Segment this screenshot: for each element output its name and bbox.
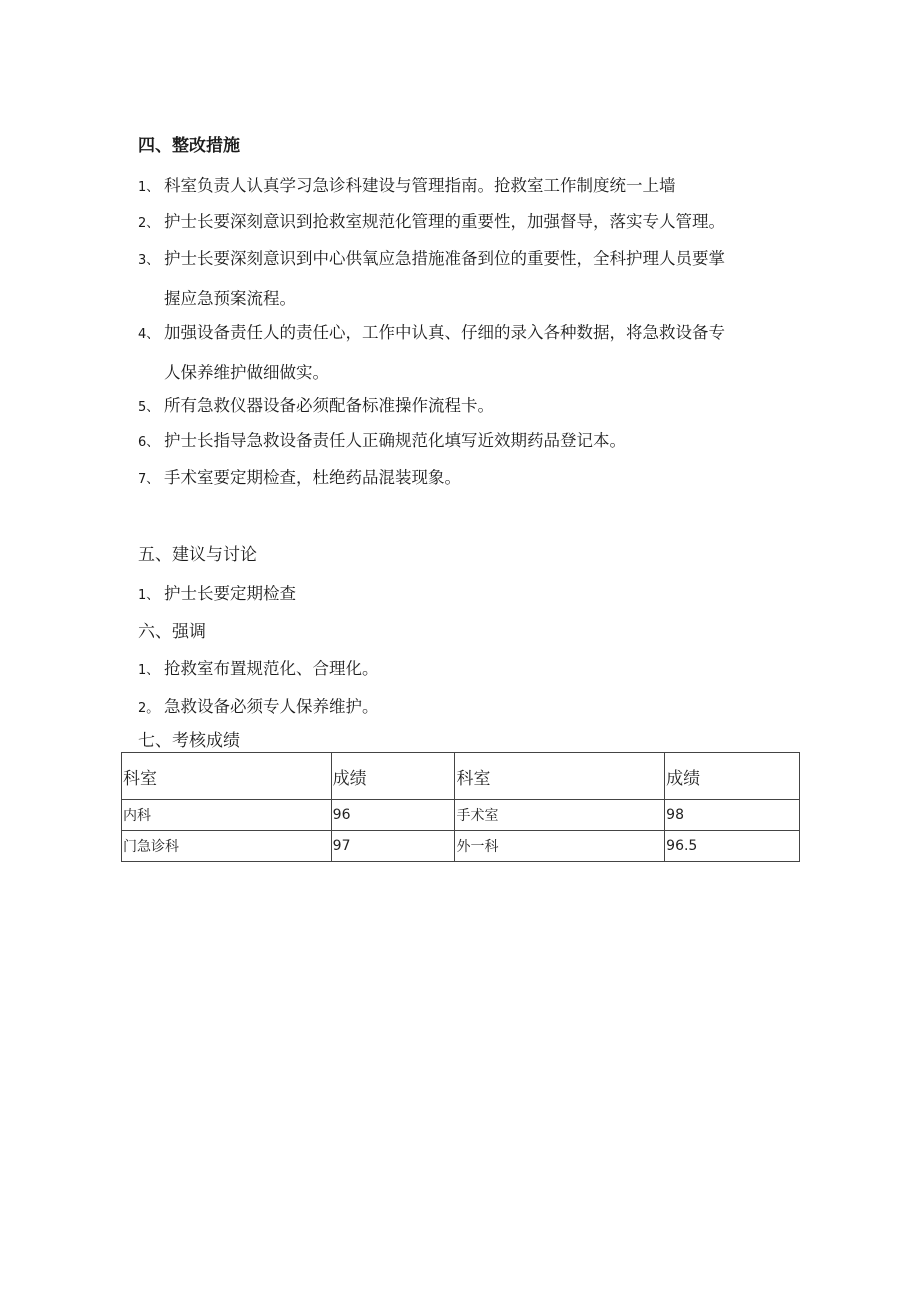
item-text: 加强设备责任人的责任心，工作中认真、仔细的录入各种数据，将急救设备专 — [164, 323, 725, 342]
table-header-row — [122, 753, 800, 800]
item-text: 手术室要定期检查，杜绝药品混装现象。 — [164, 468, 461, 487]
header-cell-department: 科室 — [455, 753, 665, 800]
item-number: 2、 — [138, 216, 160, 231]
header-cell-department: 科室 — [122, 753, 332, 800]
item-text: 护士长要深刻意识到中心供氧应急措施准备到位的重要性，全科护理人员要掌 — [164, 249, 725, 268]
table-row — [122, 800, 800, 831]
section-6-title: 六、强调 — [138, 622, 206, 642]
table-cell: 内科 — [122, 800, 332, 831]
table-cell: 98 — [665, 800, 800, 831]
item-number: 7、 — [138, 472, 160, 487]
item-text: 护士长要深刻意识到抢救室规范化管理的重要性，加强督导，落实专人管理。 — [164, 212, 725, 231]
list-item — [138, 466, 818, 492]
item-text-continuation: 握应急预案流程。 — [164, 289, 296, 308]
list-item — [138, 321, 818, 385]
item-number: 4、 — [138, 327, 160, 342]
header-cell-score: 成绩 — [665, 753, 800, 800]
table-cell: 96 — [331, 800, 455, 831]
item-text: 急救设备必须专人保养维护。 — [164, 697, 379, 716]
item-text: 科室负责人认真学习急诊科建设与管理指南。抢救室工作制度统一上墙 — [164, 176, 676, 195]
table-cell: 外一科 — [455, 831, 665, 862]
section-5-title: 五、建议与讨论 — [138, 545, 257, 565]
table-cell: 97 — [331, 831, 455, 862]
list-item — [138, 695, 818, 721]
item-number: 1、 — [138, 588, 160, 603]
scores-table — [121, 752, 800, 862]
list-item — [138, 394, 818, 420]
list-item — [138, 657, 818, 683]
table-cell: 门急诊科 — [122, 831, 332, 862]
item-number: 1、 — [138, 663, 160, 678]
header-cell-score: 成绩 — [331, 753, 455, 800]
list-item — [138, 429, 818, 455]
section-4-title: 四、整改措施 — [138, 136, 240, 156]
item-text-continuation: 人保养维护做细做实。 — [164, 363, 329, 382]
item-number: 2。 — [138, 701, 160, 716]
item-number: 1、 — [138, 180, 160, 195]
item-text: 护士长指导急救设备责任人正确规范化填写近效期药品登记本。 — [164, 431, 626, 450]
section-7-title: 七、考核成绩 — [138, 731, 240, 751]
table-cell: 96.5 — [665, 831, 800, 862]
list-item — [138, 174, 818, 200]
table-row — [122, 831, 800, 862]
item-number: 6、 — [138, 435, 160, 450]
item-text: 所有急救仪器设备必须配备标准操作流程卡。 — [164, 396, 494, 415]
list-item — [138, 582, 818, 608]
list-item — [138, 247, 818, 311]
item-number: 3、 — [138, 253, 160, 268]
table-cell: 手术室 — [455, 800, 665, 831]
item-text: 抢救室布置规范化、合理化。 — [164, 659, 379, 678]
item-text: 护士长要定期检查 — [164, 584, 296, 603]
item-number: 5、 — [138, 400, 160, 415]
list-item — [138, 210, 818, 236]
